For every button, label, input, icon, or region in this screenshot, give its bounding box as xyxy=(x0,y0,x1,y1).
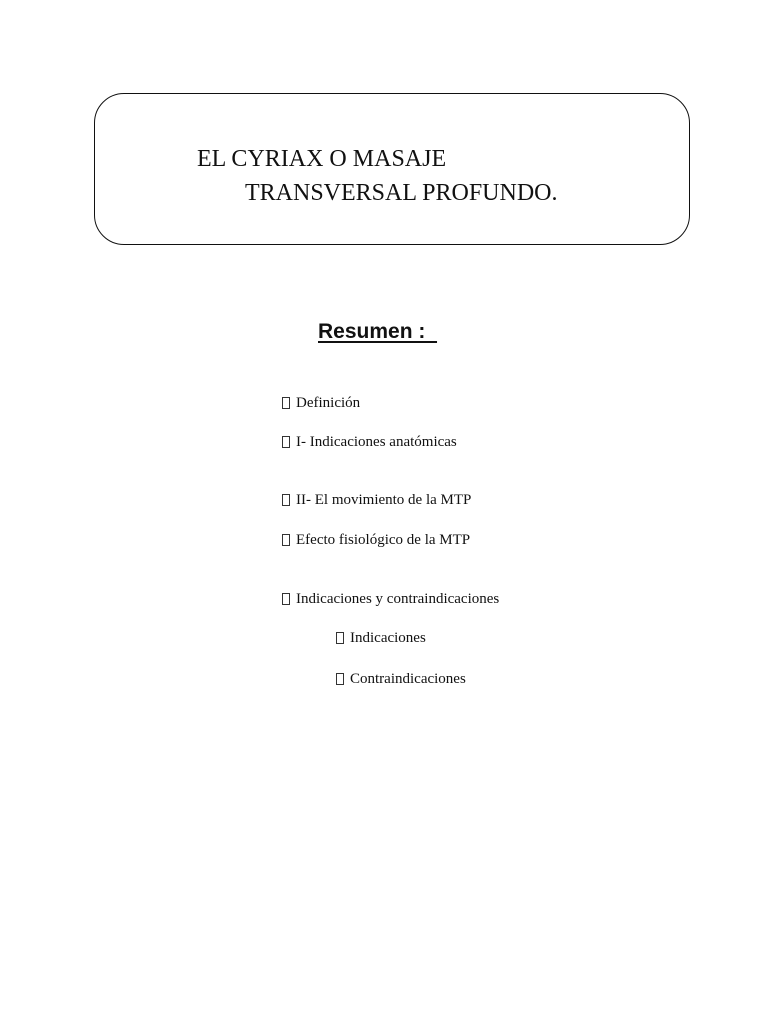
title-line-2: TRANSVERSAL PROFUNDO. xyxy=(245,180,558,206)
title-line-1: EL CYRIAX O MASAJE xyxy=(197,146,447,172)
toc-item-label: II- El movimiento de la MTP xyxy=(296,492,472,508)
missing-glyph-box-icon xyxy=(282,593,290,605)
title-box xyxy=(94,93,690,245)
missing-glyph-box-icon xyxy=(282,397,290,409)
toc-subitem-contraindicaciones xyxy=(336,670,466,688)
toc-item-movimiento-mtp xyxy=(282,491,471,509)
missing-glyph-box-icon xyxy=(282,534,290,546)
toc-item-label: Indicaciones y contraindicaciones xyxy=(296,591,500,607)
missing-glyph-box-icon xyxy=(336,632,344,644)
toc-item-label: Indicaciones xyxy=(350,630,426,646)
toc-item-label: Definición xyxy=(296,395,361,411)
missing-glyph-box-icon xyxy=(336,673,344,685)
toc-item-label: Contraindicaciones xyxy=(350,671,466,687)
toc-item-label: Efecto fisiológico de la MTP xyxy=(296,532,471,548)
toc-item-indicaciones-contraindicaciones xyxy=(282,590,499,608)
toc-item-definicion xyxy=(282,394,360,412)
missing-glyph-box-icon xyxy=(282,436,290,448)
missing-glyph-box-icon xyxy=(282,494,290,506)
toc-item-label: I- Indicaciones anatómicas xyxy=(296,434,457,450)
toc-subitem-indicaciones xyxy=(336,629,426,647)
toc-item-indicaciones-anatomicas xyxy=(282,433,457,451)
toc-item-efecto-fisiologico xyxy=(282,531,470,549)
summary-heading: Resumen : xyxy=(318,320,438,343)
